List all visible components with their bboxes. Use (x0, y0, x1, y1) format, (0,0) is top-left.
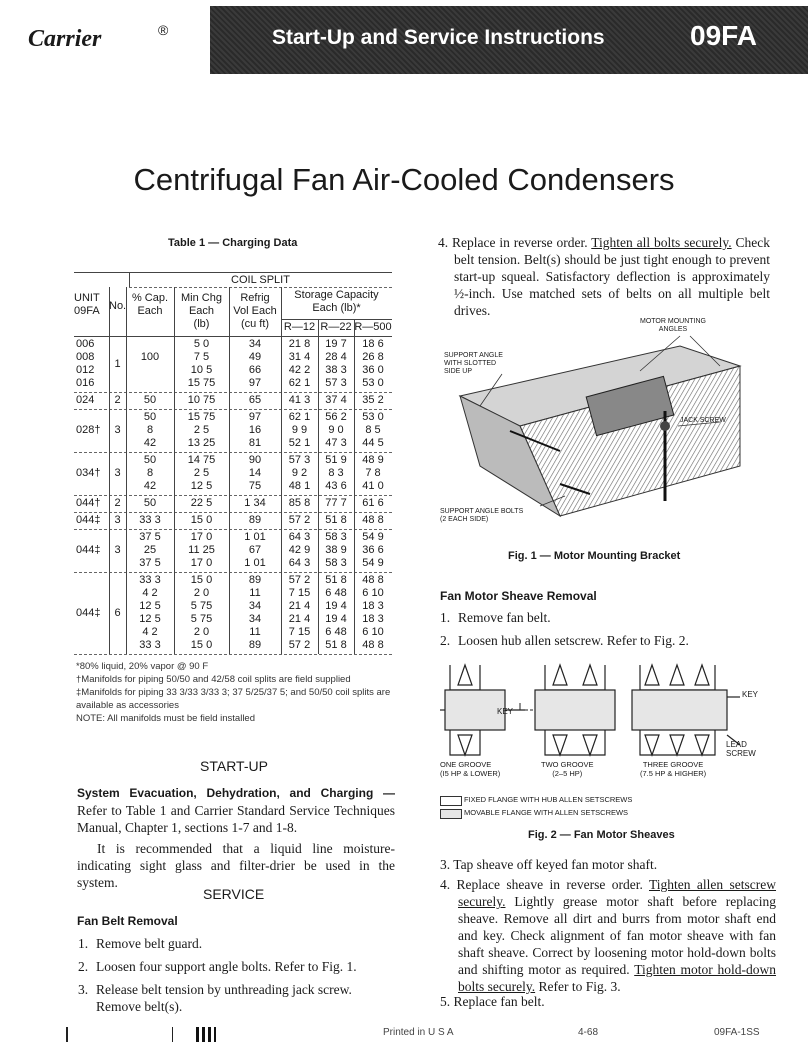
min-chg-cell: 2 0 (193, 587, 210, 599)
label-support-angle-bolts: SUPPORT ANGLE BOLTS (2 EACH SIDE) (440, 508, 524, 523)
r500-cell: 18 6 (362, 338, 384, 350)
legend-movable-swatch (440, 809, 462, 819)
pct-cap-cell: 37 5 (139, 557, 161, 569)
coil-count: 2 (114, 394, 121, 406)
table-rule (74, 336, 392, 337)
refrig-vol-cell: 65 (248, 394, 262, 406)
min-chg-cell: 13 25 (187, 437, 216, 449)
sheave-step-5: 5. Replace fan belt. (440, 994, 545, 1009)
table-rule (74, 409, 392, 410)
r22-cell: 28 4 (325, 351, 347, 363)
refrig-vol-cell: 49 (248, 351, 262, 363)
note: *80% liquid, 20% vapor @ 90 F (76, 661, 209, 672)
pct-cap-cell: 42 (143, 480, 157, 492)
header-r500: R—500 (354, 321, 392, 333)
list-item: 3. Release belt tension by unthreading jack screw. Remove belt(s). (78, 982, 352, 1014)
table-rule (74, 654, 392, 655)
label-two-groove: TWO GROOVE (2–5 HP) (541, 760, 594, 778)
sheave-removal-heading: Fan Motor Sheave Removal (440, 589, 597, 603)
r22-cell: 77 7 (325, 497, 347, 509)
r22-cell: 43 6 (325, 480, 347, 492)
pct-cap-cell: 50 (143, 394, 157, 406)
fig1-caption: Fig. 1 — Motor Mounting Bracket (508, 550, 681, 562)
r22-cell: 9 0 (328, 424, 344, 436)
pct-cap-cell: 37 5 (139, 531, 161, 543)
r12-cell: 64 3 (288, 557, 311, 569)
step-4-reassemble: 4. Replace in reverse order. Tighten all bolts securely. Check belt tension. Belt(s) should be just tight enough to prevent start-up squeal. Satisfactory deflection is approximately ½-inch. Use matched sets of belts on all multiple belt drives. (438, 235, 770, 318)
coil-count: 3 (114, 544, 121, 556)
table-rule (74, 392, 392, 393)
refrig-vol-cell: 81 (248, 437, 262, 449)
coil-count: 3 (114, 467, 121, 479)
label-support-angle: SUPPORT ANGLE WITH SLOTTED SIDE UP (444, 352, 503, 375)
r22-cell: 19 4 (325, 600, 347, 612)
pct-cap-cell: 4 2 (142, 587, 158, 599)
table-rule (354, 319, 355, 654)
table-rule (74, 529, 392, 530)
table-rule (74, 495, 392, 496)
min-chg-cell: 14 75 (187, 454, 216, 466)
r12-cell: 7 15 (288, 587, 311, 599)
table-rule (229, 287, 230, 654)
r22-cell: 37 4 (325, 394, 347, 406)
header-r22: R—22 (320, 321, 352, 333)
refrig-vol-cell: 97 (248, 377, 262, 389)
r22-cell: 51 8 (325, 514, 347, 526)
r500-cell: 53 0 (362, 377, 384, 389)
refrig-vol-cell: 89 (248, 514, 262, 526)
note: †Manifolds for piping 50/50 and 42/58 coil splits are field supplied (76, 674, 351, 685)
sheave-removal-steps (440, 609, 758, 649)
min-chg-cell: 2 5 (193, 467, 210, 479)
min-chg-cell: 5 75 (190, 600, 213, 612)
r22-cell: 58 3 (325, 531, 347, 543)
label-jack-screw: JACK SCREW (680, 417, 726, 424)
header-storage: Storage Capacity Each (lb)* (294, 289, 379, 314)
refrig-vol-cell: 89 (248, 639, 262, 651)
pct-cap-cell: 8 (146, 424, 154, 436)
r22-cell: 6 48 (325, 626, 347, 638)
model-number: 09FA (690, 20, 757, 51)
document-number: 09FA-1SS (714, 1027, 760, 1038)
pct-cap-cell: 4 2 (142, 626, 158, 638)
note: ‡Manifolds for piping 33 3/33 3/33 3; 37 5/25/37 5; and 50/50 coil splits are available as accessories (76, 687, 391, 711)
table-rule (318, 319, 319, 654)
r500-cell: 54 9 (362, 557, 384, 569)
unit-label: 034† (76, 467, 101, 479)
sheave-step-3: 3. Tap sheave off keyed fan motor shaft. (440, 857, 658, 872)
header-no: No. (109, 300, 127, 312)
r12-cell: 41 3 (288, 394, 311, 406)
service-heading: SERVICE (203, 886, 265, 902)
r500-cell: 48 8 (362, 514, 384, 526)
unit-label: 044‡ (76, 514, 101, 526)
min-chg-cell: 17 0 (190, 557, 213, 569)
refrig-vol-cell: 1 34 (244, 497, 266, 509)
page-title: Centrifugal Fan Air-Cooled Condensers (133, 162, 675, 197)
unit-label: 024 (76, 394, 95, 406)
startup-paragraph-2: It is recommended that a liquid line moisture-indicating sight glass and filter-drier be used in the system. (77, 841, 395, 890)
startup-lead: System Evacuation, Dehydration, and Charging — (77, 786, 395, 800)
min-chg-cell: 5 75 (190, 613, 213, 625)
fan-belt-removal-heading: Fan Belt Removal (77, 914, 178, 928)
startup-paragraph-1 (77, 784, 395, 836)
header-refrig-vol: Refrig Vol Each (cu ft) (233, 292, 277, 330)
refrig-vol-cell: 34 (248, 600, 262, 612)
pct-cap-cell: 25 (143, 544, 157, 556)
r22-cell: 6 48 (325, 587, 347, 599)
coil-count: 6 (114, 606, 121, 619)
table-rule (74, 572, 392, 573)
r12-cell: 7 15 (288, 626, 311, 638)
r12-cell: 9 9 (291, 424, 308, 436)
label-key-left: KEY (497, 707, 514, 716)
belt-removal-steps (78, 935, 396, 1015)
r500-cell: 53 0 (362, 411, 384, 423)
unit-label: 016 (76, 377, 95, 389)
r500-cell: 7 8 (365, 467, 381, 479)
list-item: 1. Remove belt guard. (78, 936, 203, 951)
registered-mark: ® (158, 22, 169, 38)
label-lead-screw: LEAD SCREW (726, 740, 756, 758)
refrig-vol-cell: 67 (248, 544, 262, 556)
r12-cell: 9 2 (291, 467, 308, 479)
r500-cell: 35 2 (362, 394, 384, 406)
refrig-vol-cell: 89 (248, 574, 262, 586)
r22-cell: 51 8 (325, 639, 347, 651)
min-chg-cell: 2 0 (193, 626, 210, 638)
coil-count: 3 (114, 514, 121, 526)
unit-label: 008 (76, 351, 95, 363)
refrig-vol-cell: 66 (248, 364, 262, 376)
r12-cell: 57 2 (288, 514, 311, 526)
table-rule (74, 452, 392, 453)
min-chg-cell: 15 0 (190, 639, 213, 651)
refrig-vol-cell: 14 (248, 467, 262, 479)
r12-cell: 57 2 (288, 574, 311, 586)
pct-cap-cell: 33 3 (139, 514, 161, 526)
r500-cell: 41 0 (362, 480, 384, 492)
r500-cell: 18 3 (362, 600, 384, 612)
min-chg-cell: 10 5 (190, 364, 213, 376)
coil-count: 2 (114, 497, 121, 509)
tick-mark (172, 1027, 173, 1042)
r500-cell: 61 6 (362, 497, 384, 509)
r12-cell: 21 4 (288, 600, 311, 612)
table-rule (109, 287, 110, 654)
r12-cell: 62 1 (288, 377, 311, 389)
min-chg-cell: 11 25 (188, 544, 215, 556)
list-item: 1. Remove fan belt. (440, 610, 551, 625)
sheave-step-4: 4. Replace sheave in reverse order. Tighten allen setscrew securely. Lightly grease motor shaft before replacing sheave. Remove all dirt and burrs from motor shaft end and key. Check alignment of fan motor sheave with fan shaft sheave. Correct by loosening motor hold-down bolts and shifting motor as required. Tighten motor hold-down bolts securely. Refer to Fig. 3. (440, 877, 777, 994)
r12-cell: 48 1 (288, 480, 311, 492)
r500-cell: 54 9 (362, 531, 384, 543)
r500-cell: 36 0 (362, 364, 384, 376)
r500-cell: 36 6 (362, 544, 384, 556)
min-chg-cell: 7 5 (193, 351, 210, 363)
pct-cap-cell: 12 5 (139, 613, 161, 625)
list-item: 2. Loosen hub allen setscrew. Refer to Fig. 2. (440, 633, 689, 648)
table-rule (281, 287, 282, 654)
pct-cap-cell: 33 3 (139, 574, 161, 586)
r12-cell: 57 3 (288, 454, 311, 466)
r12-cell: 52 1 (288, 437, 311, 449)
unit-label: 028† (76, 424, 101, 436)
legend-fixed-label: FIXED FLANGE WITH HUB ALLEN SETSCREWS (464, 795, 633, 804)
r12-cell: 64 3 (288, 531, 311, 543)
min-chg-cell: 15 0 (190, 514, 213, 526)
r12-cell: 21 8 (288, 338, 311, 350)
fan-motor-sheaves-figure (440, 655, 770, 765)
min-chg-cell: 12 5 (190, 480, 213, 492)
header-pct-cap: % Cap. Each (131, 292, 169, 317)
tick-mark (66, 1027, 68, 1042)
print-date: 4-68 (578, 1027, 599, 1038)
pct-cap-cell: 50 (143, 497, 157, 509)
pct-cap-cell: 12 5 (139, 600, 161, 612)
r22-cell: 58 3 (325, 557, 347, 569)
refrig-vol-cell: 97 (248, 411, 262, 423)
r500-cell: 44 5 (362, 437, 384, 449)
label-three-groove: THREE GROOVE (7.5 HP & HIGHER) (640, 760, 707, 778)
r22-cell: 8 3 (328, 467, 344, 479)
unit-label: 044‡ (76, 606, 101, 619)
r500-cell: 6 10 (362, 587, 384, 599)
r12-cell: 42 9 (288, 544, 311, 556)
r22-cell: 19 7 (325, 338, 347, 350)
min-chg-cell: 15 75 (187, 377, 216, 389)
refrig-vol-cell: 11 (249, 587, 261, 599)
pct-cap-cell: 8 (146, 467, 154, 479)
r22-cell: 19 4 (325, 613, 347, 625)
min-chg-cell: 5 0 (193, 338, 210, 350)
r500-cell: 6 10 (362, 626, 384, 638)
refrig-vol-cell: 1 01 (244, 557, 266, 569)
r12-cell: 21 4 (288, 613, 311, 625)
note: NOTE: All manifolds must be field installed (76, 713, 255, 724)
pct-cap-cell: 100 (140, 351, 160, 363)
pct-cap-cell: 33 3 (139, 639, 161, 651)
table-caption: Table 1 — Charging Data (168, 237, 298, 249)
table-rule (174, 287, 175, 654)
r500-cell: 26 8 (362, 351, 384, 363)
r22-cell: 56 2 (325, 411, 347, 423)
table-rule (74, 512, 392, 513)
r22-cell: 51 8 (325, 574, 347, 586)
r500-cell: 48 8 (362, 639, 384, 651)
r12-cell: 31 4 (288, 351, 311, 363)
header-min-chg: Min Chg Each (lb) (181, 292, 222, 330)
refrig-vol-cell: 34 (248, 613, 262, 625)
header-unit: UNIT 09FA (74, 292, 100, 317)
header-r12: R—12 (283, 321, 316, 333)
min-chg-cell: 2 5 (193, 424, 210, 436)
unit-label: 044‡ (76, 544, 101, 556)
r12-cell: 42 2 (288, 364, 311, 376)
label-key-right: KEY (742, 690, 759, 699)
r500-cell: 8 5 (365, 424, 381, 436)
refrig-vol-cell: 75 (248, 480, 262, 492)
min-chg-cell: 10 75 (187, 394, 216, 406)
refrig-vol-cell: 16 (248, 424, 262, 436)
legend-fixed-swatch (440, 796, 462, 806)
table-notes (76, 660, 396, 725)
r22-cell: 38 9 (325, 544, 347, 556)
table-rule (126, 287, 127, 654)
label-motor-mounting-angles: MOTOR MOUNTING ANGLES (640, 318, 706, 333)
coil-count: 3 (114, 424, 121, 436)
unit-label: 044† (76, 497, 101, 509)
r12-cell: 62 1 (288, 411, 311, 423)
r22-cell: 51 9 (325, 454, 347, 466)
table-rule (129, 272, 130, 287)
r500-cell: 48 9 (362, 454, 384, 466)
r12-cell: 57 2 (288, 639, 311, 651)
refrig-vol-cell: 1 01 (244, 531, 266, 543)
r12-cell: 85 8 (288, 497, 311, 509)
coil-count: 1 (114, 357, 121, 370)
charging-data-table (74, 272, 392, 655)
table-rule (129, 287, 392, 288)
r22-cell: 38 3 (325, 364, 347, 376)
list-item: 2. Loosen four support angle bolts. Refer to Fig. 1. (78, 959, 357, 974)
unit-label: 012 (76, 364, 95, 376)
brand-logo: Carrier (28, 26, 102, 52)
startup-heading: START-UP (200, 758, 268, 774)
r500-cell: 18 3 (362, 613, 384, 625)
refrig-vol-cell: 90 (248, 454, 262, 466)
barcode-marks (196, 1027, 216, 1042)
r22-cell: 57 3 (325, 377, 347, 389)
table-rule (281, 319, 392, 320)
pct-cap-cell: 50 (143, 454, 157, 466)
startup-text: Refer to Table 1 and Carrier Standard Service Techniques Manual, Chapter 1, sections 1-7 and 1-8. (77, 803, 395, 835)
group-header: COIL SPLIT (231, 274, 290, 286)
label-one-groove: ONE GROOVE (I5 HP & LOWER) (440, 760, 501, 778)
unit-label: 006 (76, 338, 95, 350)
refrig-vol-cell: 11 (249, 626, 261, 638)
min-chg-cell: 22 5 (190, 497, 213, 509)
printed-in: Printed in U S A (383, 1027, 454, 1038)
fig2-caption: Fig. 2 — Fan Motor Sheaves (528, 829, 675, 841)
banner-title: Start-Up and Service Instructions (272, 26, 605, 49)
pct-cap-cell: 50 (143, 411, 157, 423)
min-chg-cell: 17 0 (190, 531, 213, 543)
r22-cell: 47 3 (325, 437, 347, 449)
r500-cell: 48 8 (362, 574, 384, 586)
legend-movable-label: MOVABLE FLANGE WITH ALLEN SETSCREWS (464, 808, 629, 817)
min-chg-cell: 15 75 (187, 411, 216, 423)
refrig-vol-cell: 34 (248, 338, 262, 350)
pct-cap-cell: 42 (143, 437, 157, 449)
min-chg-cell: 15 0 (190, 574, 213, 586)
table-rule (74, 272, 392, 273)
